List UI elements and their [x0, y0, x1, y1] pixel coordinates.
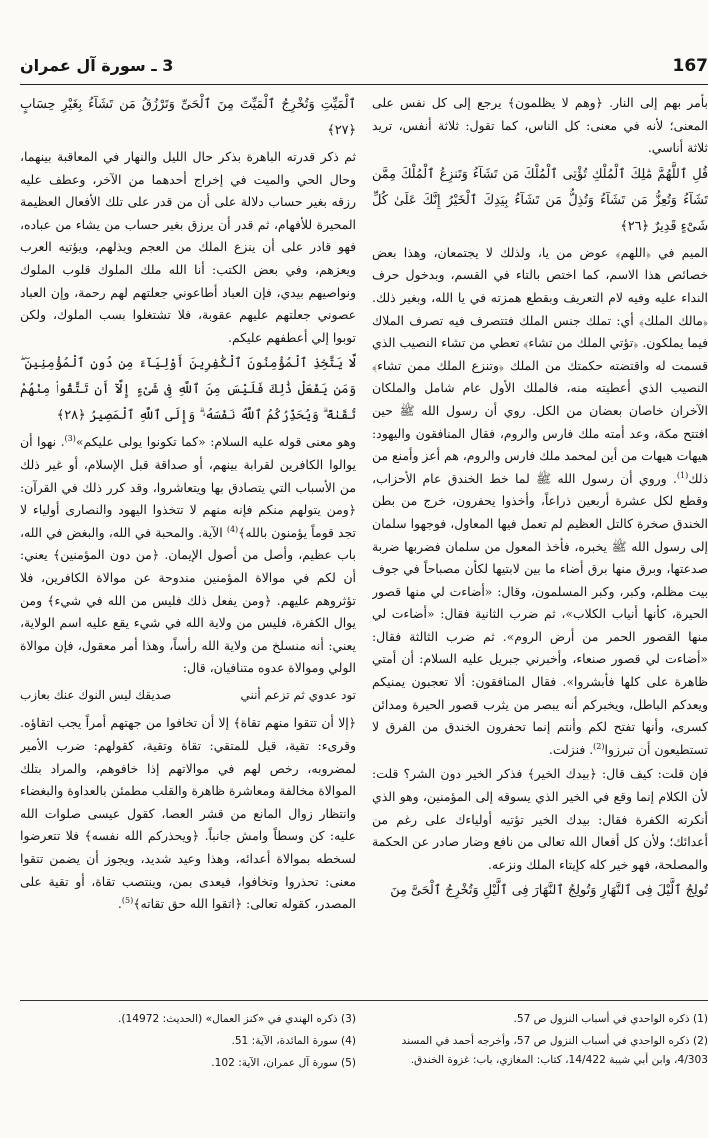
paragraph: ﴿إلا أن تتقوا منهم تقاة﴾ إلا أن تخافوا من جهتهم أمراً يجب اتقاؤه. وقرىء: تقية، قيل للمتقي: تقاة وتقية، كقولهم: ضرب الأمير لمضروبه، رخص لهم في موالاتهم إذا خافوهم، والمراد بتلك الموالاة مخالفة ومعاشرة ظاهرة والقلب مطمئن بالعداوة والبغضاء وانتظار زوال المانع من قشر العصا، كقول عيسى صلوات الله عليه: كن وسطاً وامش جانباً. ﴿ويحذركم الله نفسه﴾ فلا تتعرضوا لسخطه بموالاة أعدائه، وهذا وعيد شديد، ويجوز أن يضمن تتقوا معنى: تحذروا وتخافوا، فيعدى بمن، وينتصب تقاة، أو تقية على المصدر، كقوله تعالى: ﴿اتقوا الله حق تقاته﴾$^{(5)}$.	[20, 715, 356, 912]
footnote: (2) ذكره الواحدي في أسباب النزول ص 57، وأخرجه أحمد في المسند 4/303، وابن أبي شيبة 14/422، كتاب: المغازي، باب: غزوة الخندق.	[401, 1035, 708, 1066]
quran-verse-26: قُلِ ٱللَّهُمَّ مَٰلِكَ ٱلْمُلْكِ تُؤْتِى ٱلْمُلْكَ مَن تَشَآءُ وَتَنزِعُ ٱلْمُلْكَ مِمَّن تَشَآءُ وَتُعِزُّ مَن تَشَآءُ وَتُذِلُّ مَن تَشَآءُ بِيَدِكَ ٱلْخَيْرُ إِنَّكَ عَلَىٰ كُلِّ شَىْءٍ قَدِيرٌ ﴿٢٦﴾	[372, 166, 708, 234]
footnote: (5) سورة آل عمران، الآية: 102.	[211, 1057, 356, 1069]
poem-hemistich-second: صديقك ليس النوك عنك بعازب	[20, 687, 172, 702]
paragraph: الميم في ﴿اللهم﴾ عوض من يا، ولذلك لا يجتمعان، وهذا بعض خصائص هذا الاسم، كما اختص بالتاء في القسم، وبدخول حرف النداء عليه وفيه لام التعريف وبقطع همزته في يا الله، وبغير ذلك. ﴿مالك الملك﴾ أي: تملك جنس الملك فتتصرف فيه تصرف الملاك فيما يملكون. ﴿تؤتي الملك من تشاء﴾ تعطي من تشاء النصيب الذي قسمت له واقتضته حكمتك من الملك ﴿وتنزع الملك ممن تشاء﴾ النصيب الذي أعطيته منه، فالملك الأول عام شامل والملكان الآخران خاصان بعضان من الكل. روي أن رسول الله ﷺ حين افتتح مكة، وعد أمته ملك فارس والروم، فقال المنافقون واليهود: هيهات هيهات من أين لمحمد ملك فارس والروم، هم أعز وأمنع من ذلك$^{(1)}$. وروي أن رسول الله ﷺ لما خط الخندق عام الأحزاب، وقطع لكل عشرة أربعين ذراعاً، وأخذوا يحفرون، خرج من بطن الخندق صخرة كالتل العظيم لم تعمل فيها المعاول، فوجهوا سلمان إلى رسول الله ﷺ يخبره، فأخذ المعول من سلمان فضربها ضربة صدعتها، وبرق منها برق أضاء ما بين لابتيها لكأن مصباحاً في جوف بيت مظلم، وكبر، وكبر المسلمون، وقال: «أضاءت لي منها قصور الحيرة، كأنها أنياب الكلاب»، ثم ضرب الثانية فقال: «أضاءت لي منها القصور الحمر من أرض الروم». ثم ضرب الثالثة فقال: «أضاءت لي قصور صنعاء، وأخبرني جبريل عليه السلام: أن أمتي ظاهرة على كلها فأبشروا». فقال المنافقون: ألا تعجبون يمنيكم ويعدكم الباطل، ويخبركم أنه يبصر من يثرب قصور الحيرة ومدائن كسرى، وأنها تفتح لكم وأنتم إنما تحفرون الخندق من الفرق لا تستطيعون أن تبرزوا$^{(2)}$. فنزلت.	[372, 244, 708, 757]
poem-hemistich-first: تود عدوي ثم تزعم أنني	[240, 687, 356, 702]
footnotes-left	[20, 1010, 356, 1120]
footnote-ref: (1)	[676, 470, 689, 480]
left-column	[20, 92, 356, 987]
page-number: 167	[672, 56, 708, 76]
footnote: (3) ذكره الهندي في «كنز العمال» (الحديث: 14972).	[118, 1013, 356, 1025]
footnote-ref: (2)	[593, 741, 605, 751]
footnote-ref: (3)	[64, 434, 76, 444]
paragraph: ثم ذكر قدرته الباهرة بذكر حال الليل والنهار في المعاقبة بينهما، وحال الحي والميت في إخراج أحدهما من الآخر، وعطف عليه رزقه بغير حساب دلالة على أن من قدر على تلك الأفعال العظيمة المحيرة للأفهام، ثم قدر أن يرزق بغير حساب من يشاء من عباده، فهو قادر على أن ينزع الملك من العجم ويذلهم، ويؤتيه العرب ويعزهم، وفي بعض الكتب: أنا الله ملك الملوك قلوب الملوك ونواصيهم بيدي، فإن العباد أطاعوني جعلتهم لهم رحمة، وإن العباد عصوني جعلتهم عليهم عقوبة، فلا تشتغلوا بسب الملوك، ولكن توبوا إلي أعطفهم عليكم.	[20, 149, 356, 345]
quran-verse-28: لَّا يَتَّخِذِ ٱلْمُؤْمِنُونَ ٱلْكَٰفِرِينَ أَوْلِيَآءَ مِن دُونِ ٱلْمُؤْمِنِينَ ۖ وَمَن يَفْعَلْ ذَٰلِكَ فَلَيْسَ مِنَ ٱللَّهِ فِى شَىْءٍ إِلَّآ أَن تَتَّقُوا۟ مِنْهُمْ تُقَىٰةً ۗ وَيُحَذِّرُكُمُ ٱللَّهُ نَفْسَهُۥ ۗ وَإِلَى ٱللَّهِ ٱلْمَصِيرُ ﴿٢٨﴾	[20, 356, 356, 424]
page-header	[20, 54, 708, 85]
surah-title: 3 ـ سورة آل عمران	[20, 56, 174, 75]
footnote: (1) ذكره الواحدي في أسباب النزول ص 57.	[513, 1013, 708, 1025]
footnotes-right	[372, 1010, 708, 1120]
paragraph: فإن قلت: كيف قال: ﴿بيدك الخير﴾ فذكر الخير دون الشر؟ قلت: لأن الكلام إنما وقع في الخير الذي يسوقه إلى المؤمنين، وهو الذي أنكرته الكفرة فقال: بيدك الخير تؤتيه أولياءك على رغم من أعدائك؛ ولأن كل أفعال الله تعالى من نافع وضار صادر عن الحكمة والمصلحة، فهو خير كله كإيتاء الملك ونزعه.	[372, 766, 708, 872]
footnote-ref: (5)	[121, 896, 134, 906]
paragraph: بأمر بهم إلى النار. ﴿وهم لا يظلمون﴾ يرجع إلى كل نفس على المعنى؛ لأنه في معنى: كل الناس، كما تقول: ثلاثة أنفس، تريد ثلاثة أناسي.	[372, 95, 708, 156]
footnote-ref: (4)	[226, 524, 239, 534]
footnote-divider	[20, 1000, 708, 1001]
right-column	[372, 92, 708, 987]
quran-verse-27-end: ٱلْمَيِّتِ وَتُخْرِجُ ٱلْمَيِّتَ مِنَ ٱلْحَىِّ وَتَرْزُقُ مَن تَشَآءُ بِغَيْرِ حِسَابٍ ﴿٢٧﴾	[20, 97, 356, 138]
quran-verse-27-start: تُولِجُ ٱلَّيْلَ فِى ٱلنَّهَارِ وَتُولِجُ ٱلنَّهَارَ فِى ٱلَّيْلِ وَتُخْرِجُ ٱلْحَىَّ مِنَ	[390, 883, 708, 899]
poem-verse	[20, 684, 356, 707]
footnote: (4) سورة المائدة، الآية: 51.	[231, 1035, 356, 1047]
paragraph: وهو معنى قوله عليه السلام: «كما تكونوا يولى عليكم»$^{(3)}$. نهوا أن يوالوا الكافرين لقرابة بينهم، أو صداقة قبل الإسلام، أو غير ذلك من الأسباب التي يتصادق بها ويتعاشروا، وقد كرر ذلك في القرآن: ﴿ومن يتولهم منكم فإنه منهم لا تتخذوا اليهود والنصارى أولياء لا تجد قوماً يؤمنون بالله﴾$^{(4)}$ الآية. والمحبة في الله، والبغض في الله، باب عظيم، وأصل من أصول الإيمان. ﴿من دون المؤمنين﴾ يعني: أن لكم في موالاة المؤمنين مندوحة عن موالاة الكافرين، فلا تؤثروهم عليهم. ﴿ومن يفعل ذلك فليس من الله في شيء﴾ ومن يوال الكفرة، فليس من ولاية الله في شيء يقع عليه اسم الولاية، يعني: أنه منسلخ من ولاية الله رأساً، وهذا أمر معقول، فإن موالاة الولي وموالاة عدوه متنافيان، قال:	[20, 434, 356, 676]
